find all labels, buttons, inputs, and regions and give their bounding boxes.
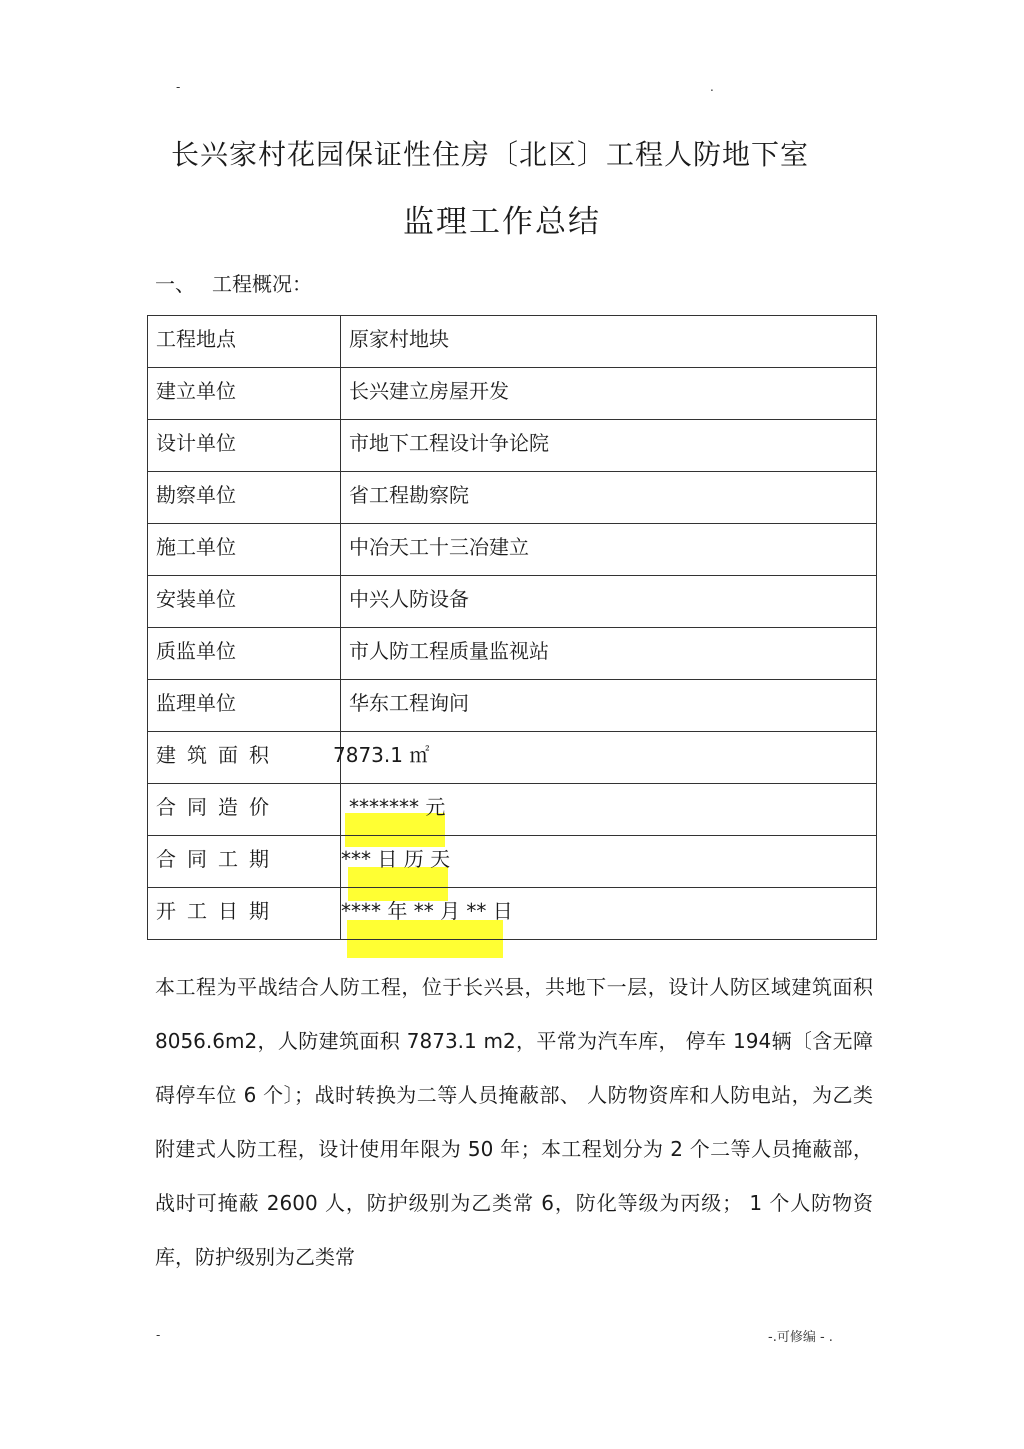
table-row (148, 316, 877, 368)
row-label: 建立单位 (148, 368, 341, 420)
row-label: 质监单位 (148, 628, 341, 680)
row-value: 7873.1 ㎡ (333, 732, 869, 784)
table-row (148, 576, 877, 628)
table-row (148, 524, 877, 576)
row-value: 华东工程询问 (341, 680, 877, 732)
section-number: 一、 (155, 272, 195, 296)
row-value: *** 日 历 天 (341, 836, 877, 888)
row-label: 合同工期 (148, 836, 341, 888)
row-label: 设计单位 (148, 420, 341, 472)
row-label: 勘察单位 (148, 472, 341, 524)
row-label: 安装单位 (148, 576, 341, 628)
row-value: ******* 元 (341, 784, 877, 836)
document-subtitle: 监理工作总结 (403, 204, 601, 240)
table-row (148, 472, 877, 524)
header-left-mark: - (176, 80, 181, 94)
row-label: 建筑面积 (148, 732, 341, 784)
table-row (148, 836, 877, 888)
row-value: 长兴建立房屋开发 (341, 368, 877, 420)
row-value: 市地下工程设计争论院 (341, 420, 877, 472)
footer-left-mark: - (156, 1328, 161, 1342)
row-value: 市人防工程质量监视站 (341, 628, 877, 680)
row-value: 原家村地块 (341, 316, 877, 368)
table-row (148, 680, 877, 732)
table-row (148, 420, 877, 472)
row-value: 中冶天工十三冶建立 (341, 524, 877, 576)
footer-editable-note: -.可修编 - . (768, 1330, 833, 1345)
header-right-mark: . (710, 80, 714, 94)
table-row (148, 368, 877, 420)
table-row (148, 888, 877, 940)
row-value: 中兴人防设备 (341, 576, 877, 628)
project-info-table (147, 315, 877, 940)
table-row (148, 628, 877, 680)
table-row (148, 784, 877, 836)
row-label: 工程地点 (148, 316, 341, 368)
document-title: 长兴家村花园保证性住房〔北区〕工程人防地下室 (170, 138, 809, 171)
row-value: **** 年 ** 月 ** 日 (341, 888, 877, 940)
section-title: 工程概况： (212, 272, 312, 296)
project-description: 本工程为平战结合人防工程，位于长兴县，共地下一层，设计人防区域建筑面积 8056.6m2，人防建筑面积 7873.1 m2，平常为汽车库， 停车 194辆〔含无障碍停车位 6 个〕；战时转换为二等人员掩蔽部、 人防物资库和人防电站，为乙类附建式人防工程，设计使用年限为 50 年；本工程划分为 2 个二等人员掩蔽部，战时可掩蔽 2600 人，防护级别为乙类常 6，防化等级为丙级； 1 个人防物资库，防护级别为乙类常 (155, 975, 873, 1269)
row-value: 省工程勘察院 (341, 472, 877, 524)
row-label: 合同造价 (148, 784, 341, 836)
section-heading (155, 268, 312, 297)
row-label: 监理单位 (148, 680, 341, 732)
row-label: 施工单位 (148, 524, 341, 576)
table-row (148, 732, 877, 784)
row-label: 开工日期 (148, 888, 341, 940)
